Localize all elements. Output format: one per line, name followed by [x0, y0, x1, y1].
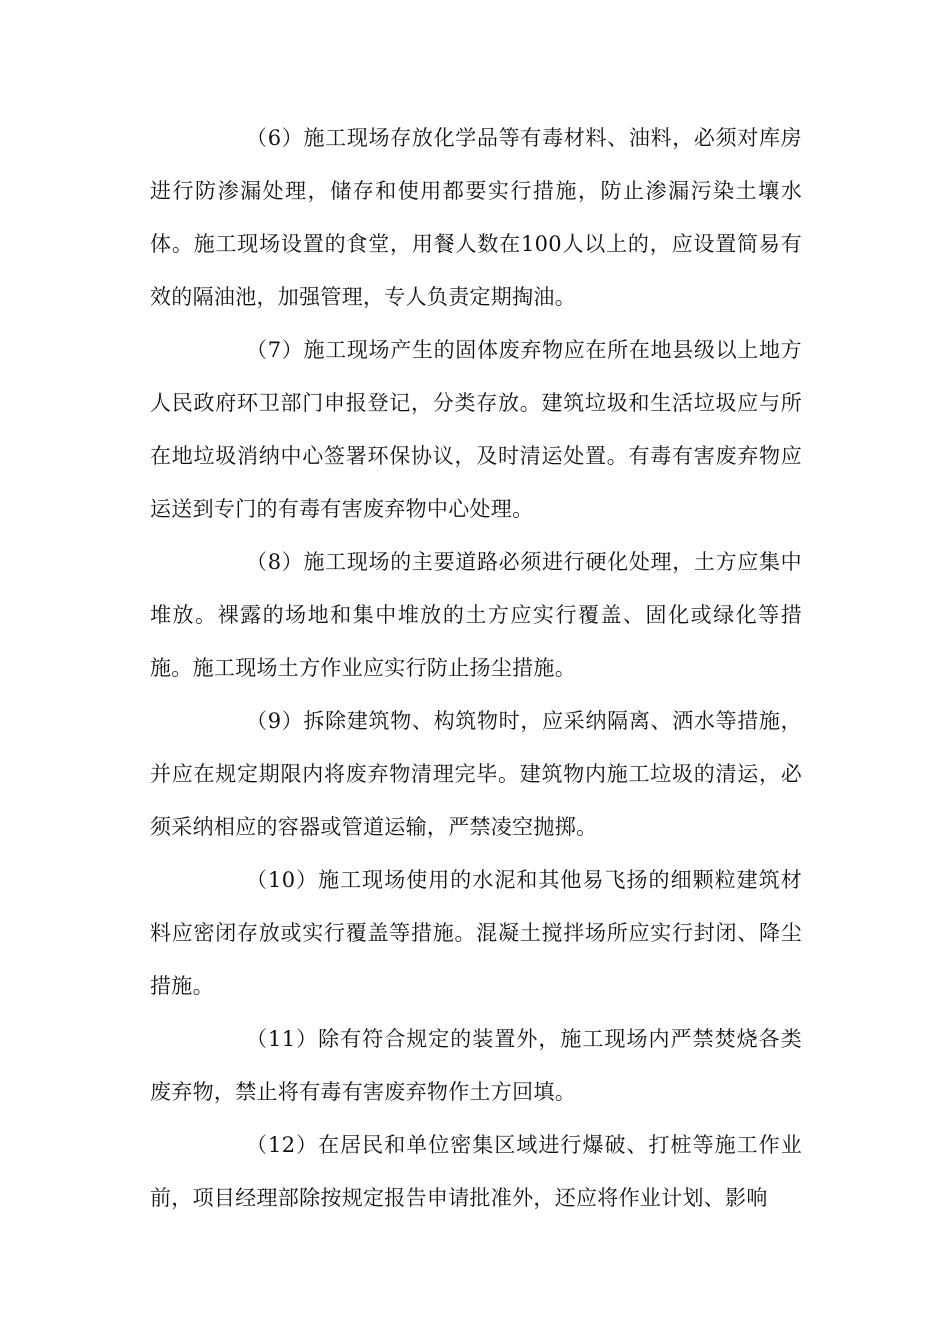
- paragraph-9: （9）拆除建筑物、构筑物时，应采纳隔离、洒水等措施，并应在规定期限内将废弃物清理完毕。建筑物内施工垃圾的清运，必须采纳相应的容器或管道运输，严禁凌空抛掷。: [150, 709, 802, 839]
- paragraph-6: （6）施工现场存放化学品等有毒材料、油料，必须对库房进行防渗漏处理，储存和使用都要实行措施，防止渗漏污染土壤水体。施工现场设置的食堂，用餐人数在100人以上的，应设置简易有效的隔油池，加强管理，专人负责定期掏油。: [150, 126, 802, 309]
- document-body: [150, 112, 802, 1225]
- paragraph-12: （12）在居民和单位密集区域进行爆破、打桩等施工作业前，项目经理部除按规定报告申请批准外，还应将作业计划、影响: [150, 1133, 802, 1210]
- paragraph-7: （7）施工现场产生的固体废弃物应在所在地县级以上地方人民政府环卫部门申报登记，分类存放。建筑垃圾和生活垃圾应与所在地垃圾消纳中心签署环保协议，及时清运处置。有毒有害废弃物应运送到专门的有毒有害废弃物中心处理。: [150, 338, 802, 521]
- paragraph-8: （8）施工现场的主要道路必须进行硬化处理，土方应集中堆放。裸露的场地和集中堆放的土方应实行覆盖、固化或绿化等措施。施工现场土方作业应实行防止扬尘措施。: [150, 550, 802, 680]
- paragraph-10: （10）施工现场使用的水泥和其他易飞扬的细颗粒建筑材料应密闭存放或实行覆盖等措施。混凝土搅拌场所应实行封闭、降尘措施。: [150, 868, 802, 998]
- paragraph-11: （11）除有符合规定的装置外，施工现场内严禁焚烧各类废弃物，禁止将有毒有害废弃物作土方回填。: [150, 1027, 802, 1104]
